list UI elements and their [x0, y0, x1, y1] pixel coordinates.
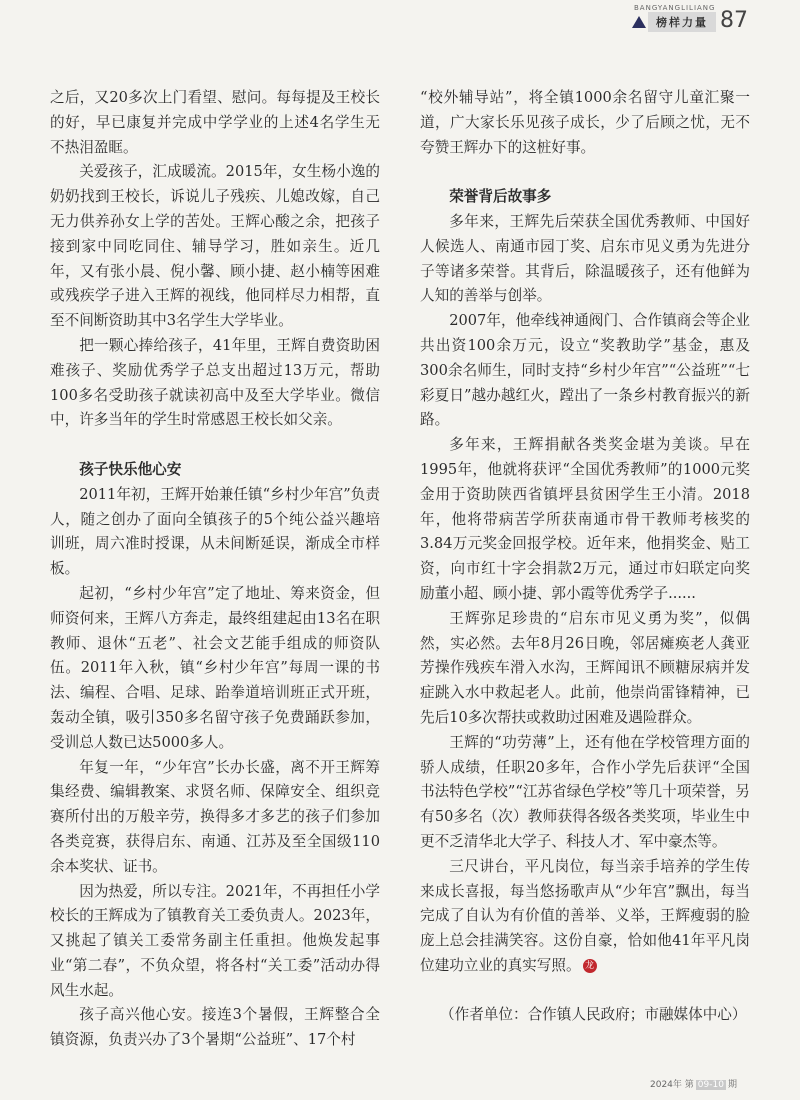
- paragraph: “校外辅导站”，将全镇1000余名留守儿童汇聚一道，广大家长乐见孩子成长，少了后顾之忧，无不夸赞王辉办下的这桩好事。: [420, 89, 750, 156]
- paragraph: 因为热爱，所以专注。2021年，不再担任小学校长的王辉成为了镇教育关工委负责人。2023年，又挑起了镇关工委常务副主任重担。他焕发起事业“第二春”，不负众望，将各村“关工委”活动办得风生水起。: [50, 882, 380, 999]
- right-column: [420, 86, 750, 979]
- paragraph: 年复一年，“少年宫”长办长盛，离不开王辉筹集经费、编辑教案、求贤名师、保障安全、组织竞赛所付出的万般辛劳，换得多才多艺的孩子们参加各类竞赛，获得启东、南通、江苏及至全国级110余本奖状、证书。: [50, 758, 380, 875]
- left-column: [50, 86, 380, 1053]
- paragraph: 多年来，王辉捐献各类奖金堪为美谈。早在1995年，他就将获评“全国优秀教师”的1000元奖金用于资助陕西省镇坪县贫困学生王小清。2018年，他将带病苦学所获南通市骨干教师考核奖的3.84万元奖金回报学校。近年来，他捐奖金、贴工资，向市红十字会捐款2万元，通过市妇联定向奖励董小超、顾小捷、郭小霞等优秀学子......: [420, 436, 750, 602]
- paragraph-text: 三尺讲台，平凡岗位，每当亲手培养的学生传来成长喜报，每当悠扬歌声从“少年宫”飘出，每当完成了自认为有价值的善举、义举，王辉瘦弱的脸庞上总会挂满笑容。这份自豪，恰如他41年平凡岗位建功立业的真实写照。: [420, 857, 750, 974]
- section-brand-label: 榜样力量: [648, 12, 716, 32]
- page-number: 87: [720, 8, 748, 33]
- paragraph-final: [420, 855, 750, 979]
- paragraph: 2007年，他牵线神通阀门、合作镇商会等企业共出资100余万元，设立“奖教助学”基金，惠及300余名师生，同时支持“乡村少年宫”“公益班”“七彩夏日”越办越红火，蹚出了一条乡村教育振兴的新路。: [420, 312, 750, 429]
- section-brand-english: BANGYANGLILIANG: [634, 4, 716, 12]
- page-header: [0, 0, 800, 60]
- section-brand: [632, 12, 716, 32]
- paragraph: 多年来，王辉先后荣获全国优秀教师、中国好人候选人、南通市园丁奖、启东市见义勇为先进分子等诸多荣誉。其背后，除温暖孩子，还有他鲜为人知的善举与创举。: [420, 212, 750, 305]
- issue-year: 2024年: [650, 1080, 682, 1090]
- paragraph: 孩子高兴他心安。接连3个暑假，王辉整合全镇资源，负责兴办了3个暑期“公益班”、17个村: [50, 1006, 380, 1049]
- triangle-icon: [632, 16, 646, 28]
- paragraph: 王辉的“功劳薄”上，还有他在学校管理方面的骄人成绩，任职20多年，合作小学先后获评“全国书法特色学校”“江苏省绿色学校”等几十项荣誉，另有50多名（次）教师获得各级各类奖项，毕业生中更不乏清华北大学子、科技人才、军中豪杰等。: [420, 733, 750, 850]
- paragraph: 2011年初，王辉开始兼任镇“乡村少年宫”负责人，随之创办了面向全镇孩子的5个纯公益兴趣培训班，周六准时授课，从未间断延误，渐成全市样板。: [50, 485, 380, 578]
- paragraph: 之后，又20多次上门看望、慰问。每每提及王校长的好，早已康复并完成中学学业的上述4名学生无不热泪盈眶。: [50, 89, 380, 156]
- author-affiliation: （作者单位：合作镇人民政府；市融媒体中心）: [440, 1006, 747, 1023]
- issue-di: 第: [684, 1080, 694, 1090]
- issue-number: 09-10: [697, 1080, 724, 1090]
- issue-qi: 期: [727, 1080, 737, 1090]
- paragraph: 把一颗心捧给孩子，41年里，王辉自费资助困难孩子、奖励优秀学子总支出超过13万元，帮助100多名受助孩子就读初高中及至大学毕业。微信中，许多当年的学生时常感恩王校长如父亲。: [50, 336, 380, 429]
- section-heading: 孩子快乐他心安: [79, 460, 182, 478]
- paragraph: 起初，“乡村少年宫”定了地址、筹来资金，但师资何来，王辉八方奔走，最终组建起由13名在职教师、退休“五老”、社会文艺能手组成的师资队伍。2011年入秋，镇“乡村少年宫”每周一课的书法、编程、合唱、足球、跆拳道培训班正式开班，轰动全镇，吸引350多名留守孩子免费踊跃参加，受训总人数已达5000多人。: [50, 584, 380, 751]
- paragraph: 关爱孩子，汇成暖流。2015年，女生杨小逸的奶奶找到王校长，诉说儿子残疾、儿媳改嫁，自己无力供养孙女上学的苦处。王辉心酸之余，把孩子接到家中同吃同住、辅导学习，胜如亲生。近几年，又有张小晨、倪小馨、顾小捷、赵小楠等困难或残疾学子进入王辉的视线，他同样尽力相帮，直至不间断资助其中3名学生大学毕业。: [50, 163, 380, 330]
- paragraph: 王辉弥足珍贵的“启东市见义勇为奖”，似偶然，实必然。去年8月26日晚，邻居瘫痪老人龚亚芳操作残疾车滑入水沟，王辉闻讯不顾糖尿病并发症跳入水中救起老人。此前，他崇尚雷锋精神，已先后10多次帮扶或救助过困难及遇险群众。: [420, 609, 750, 726]
- end-mark-icon: 龙: [583, 959, 597, 973]
- section-heading: 荣誉背后故事多: [449, 188, 552, 206]
- issue-footer: [650, 1077, 737, 1090]
